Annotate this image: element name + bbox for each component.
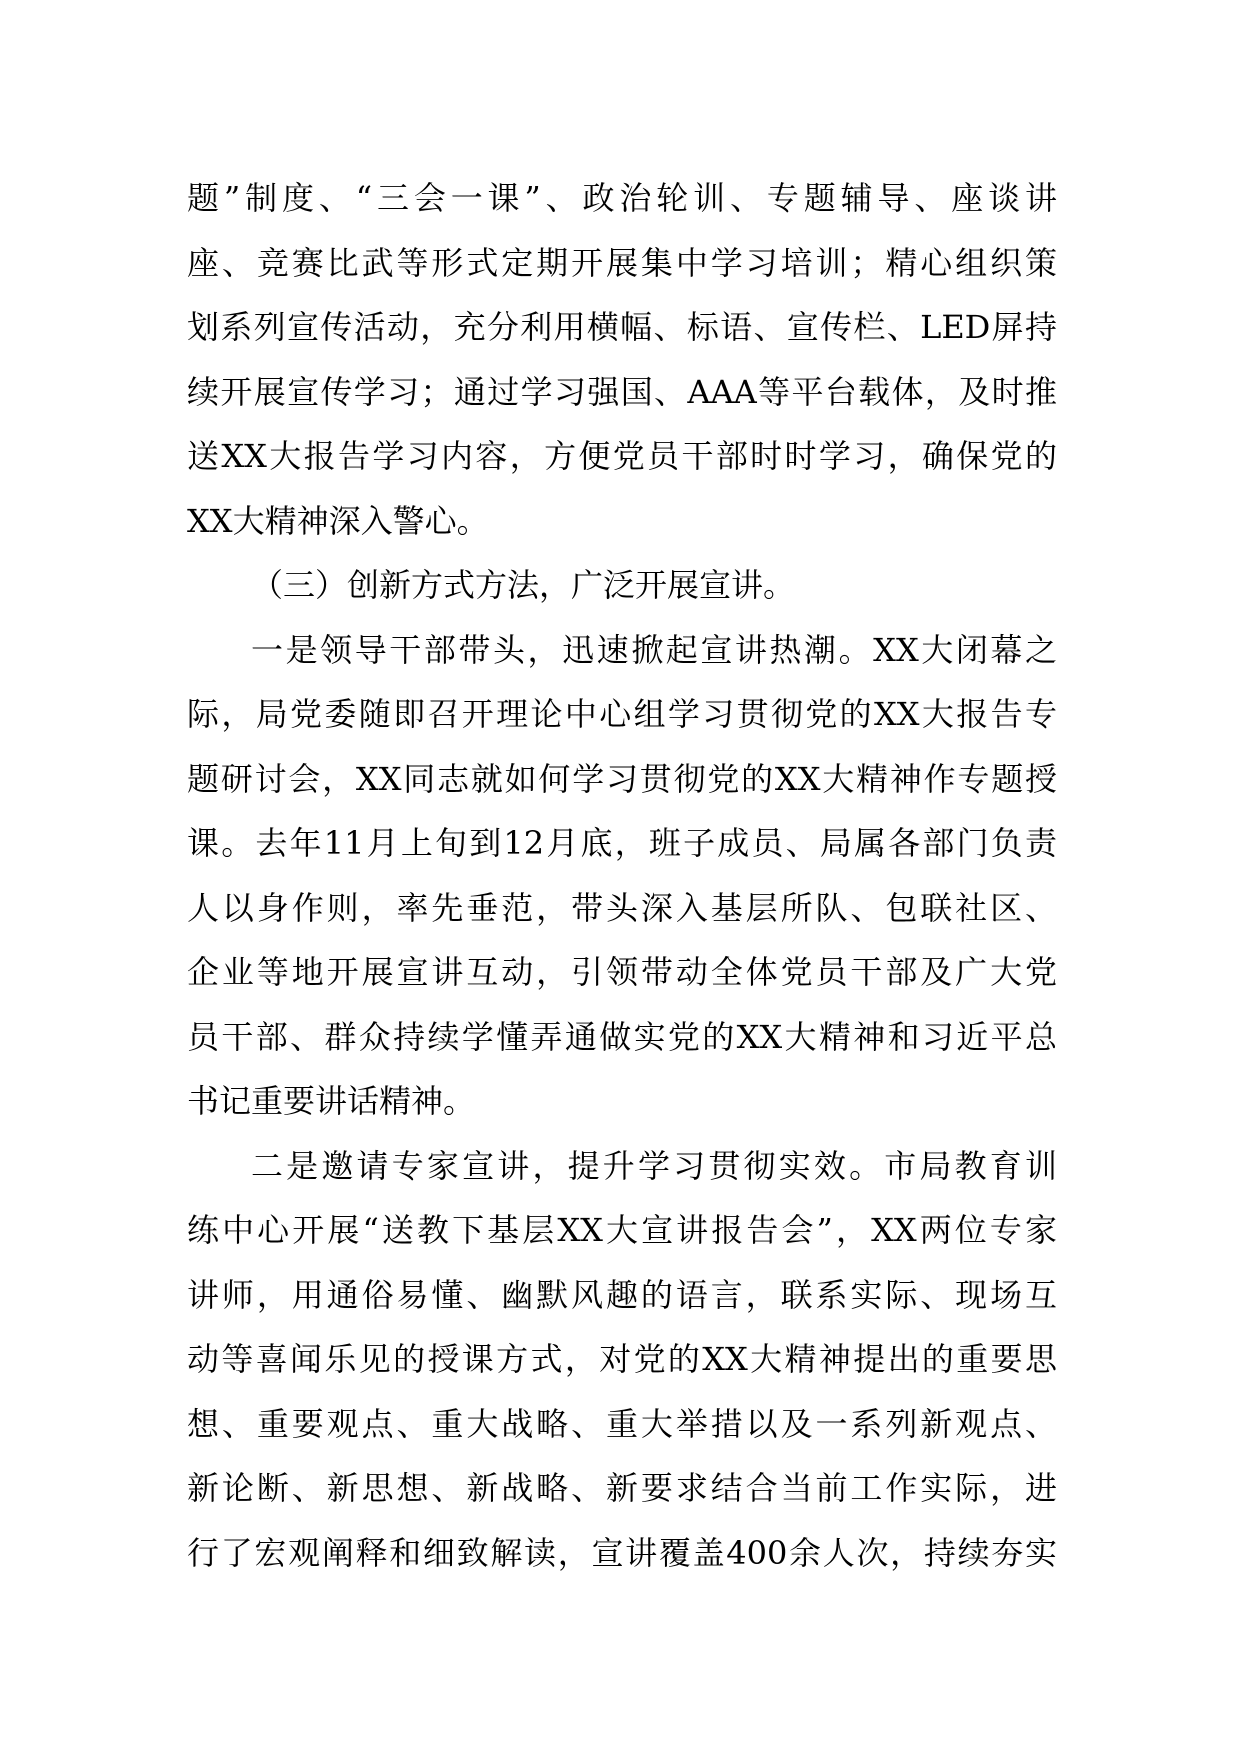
text-line: 人以身作则，率先垂范，带头深入基层所队、包联社区、 — [187, 888, 1057, 927]
text-line: 新论断、新思想、新战略、新要求结合当前工作实际，进 — [187, 1469, 1057, 1507]
text-line: 员干部、群众持续学懂弄通做实党的XX大精神和习近平总 — [187, 1017, 1057, 1056]
text-line: 行了宏观阐释和细致解读，宣讲覆盖400余人次，持续夯实 — [187, 1533, 1057, 1572]
paragraph-study-training — [187, 166, 1057, 553]
text-line: 书记重要讲话精神。 — [187, 1082, 476, 1120]
text-line: 课。去年11月上旬到12月底，班子成员、局属各部门负责 — [187, 824, 1057, 862]
text-line: 题”制度、“三会一课”、政治轮训、专题辅导、座谈讲 — [187, 179, 1057, 217]
text-line: 一是领导干部带头，迅速掀起宣讲热潮。XX大闭幕之 — [251, 630, 1057, 669]
text-line: 想、重要观点、重大战略、重大举措以及一系列新观点、 — [187, 1404, 1057, 1443]
text-line: 讲师，用通俗易懂、幽默风趣的语言，联系实际、现场互 — [187, 1275, 1057, 1314]
text-line: 动等喜闻乐见的授课方式，对党的XX大精神提出的重要思 — [187, 1340, 1057, 1378]
text-line: 座、竞赛比武等形式定期开展集中学习培训；精心组织策 — [187, 243, 1057, 282]
section-heading-3 — [187, 553, 1057, 618]
text-line: 二是邀请专家宣讲，提升学习贯彻实效。市局教育训 — [251, 1146, 1057, 1185]
text-line: 练中心开展“送教下基层XX大宣讲报告会”，XX两位专家 — [187, 1211, 1057, 1249]
text-line: 划系列宣传活动，充分利用横幅、标语、宣传栏、LED屏持 — [187, 308, 1057, 346]
text-line: （三）创新方式方法，广泛开展宣讲。 — [251, 566, 796, 604]
text-line: XX大精神深入警心。 — [187, 501, 489, 540]
text-line: 际，局党委随即召开理论中心组学习贯彻党的XX大报告专 — [187, 695, 1057, 733]
text-line: 送XX大报告学习内容，方便党员干部时时学习，确保党的 — [187, 437, 1057, 475]
text-line: 续开展宣传学习；通过学习强国、AAA等平台载体，及时推 — [187, 372, 1057, 411]
text-line: 企业等地开展宣讲互动，引领带动全体党员干部及广大党 — [187, 953, 1057, 991]
document-body — [187, 166, 1057, 1585]
text-line: 题研讨会，XX同志就如何学习贯彻党的XX大精神作专题授 — [187, 759, 1057, 798]
paragraph-leaders-lead — [187, 618, 1057, 1134]
paragraph-expert-lectures — [187, 1134, 1057, 1586]
